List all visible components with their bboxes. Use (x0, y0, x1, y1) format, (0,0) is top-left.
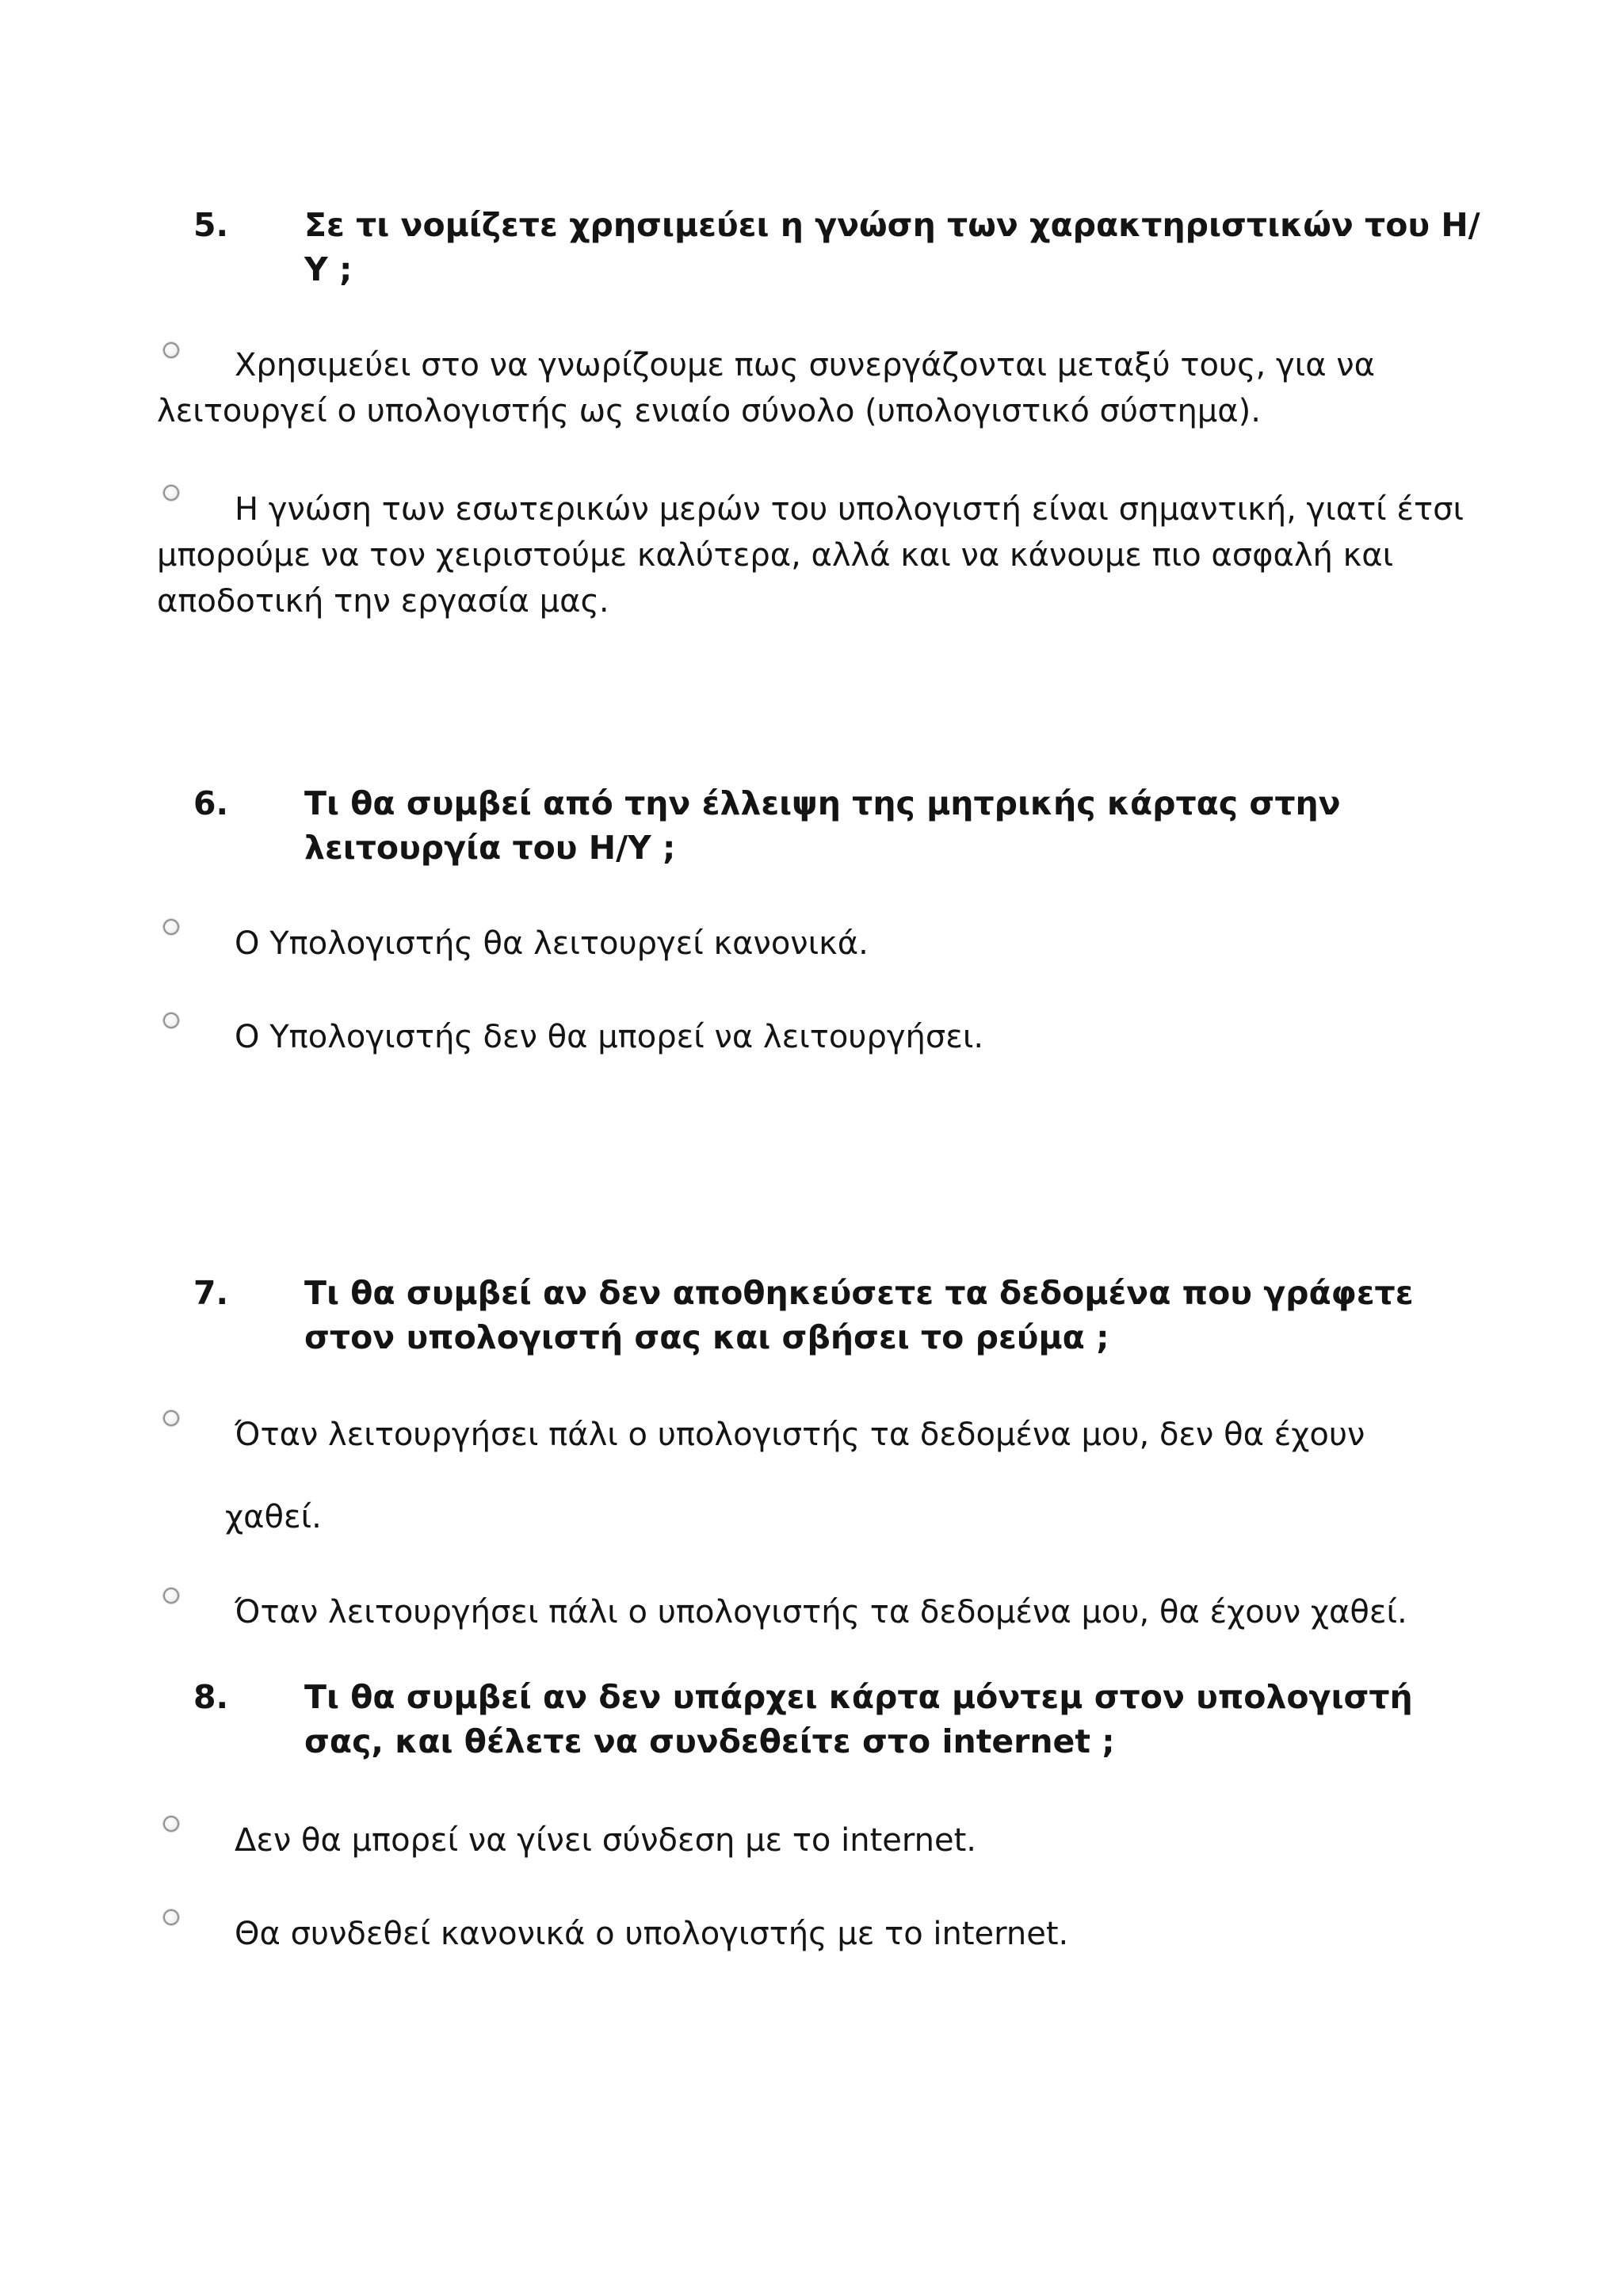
option-label: Ο Υπολογιστής δεν θα μπορεί να λειτουργήσει. (235, 1019, 984, 1055)
option-q8-1 (157, 1817, 1472, 1863)
option-label: Ο Υπολογιστής θα λειτουργεί κανονικά. (235, 925, 869, 962)
question-number: 6. (193, 784, 229, 822)
question-number: 5. (193, 206, 229, 244)
option-label: Όταν λειτουργήσει πάλι ο υπολογιστής τα δεδομένα μου, δεν θα έχουν (235, 1417, 1365, 1453)
question-number: 8. (193, 1678, 229, 1716)
option-q5-1 (157, 342, 1472, 434)
question-text: Τι θα συμβεί από την έλλειψη της μητρικής κάρτας στην λειτουργία του Η/Υ ; (304, 784, 1341, 867)
option-label: Χρησιμεύει στο να γνωρίζουμε πως συνεργάζονται μεταξύ τους, για να λειτουργεί ο υπολογιστής ως ενιαίο σύνολο (υπολογιστικό σύστημα). (157, 347, 1375, 429)
option-q7-1 (157, 1412, 1472, 1458)
option-label: Όταν λειτουργήσει πάλι ο υπολογιστής τα δεδομένα μου, θα έχουν χαθεί. (235, 1594, 1407, 1630)
question-text: Σε τι νομίζετε χρησιμεύει η γνώση των χαρακτηριστικών του Η/Υ ; (304, 206, 1480, 288)
question-text: Τι θα συμβεί αν δεν αποθηκεύσετε τα δεδομένα που γράφετε στον υπολογιστή σας και σβήσει το ρεύμα ; (304, 1274, 1414, 1356)
question-text: Τι θα συμβεί αν δεν υπάρχει κάρτα μόντεμ στον υπολογιστή σας, και θέλετε να συνδεθείτε στο internet ; (304, 1678, 1413, 1760)
question-8 (193, 1675, 1493, 1764)
option-q7-1-continuation: χαθεί. (225, 1499, 322, 1535)
option-label: Η γνώση των εσωτερικών μερών του υπολογιστή είναι σημαντική, γιατί έτσι μπορούμε να τον χειριστούμε καλύτερα, αλλά και να κάνουμε πιο ασφαλή και αποδοτική την εργασία μας. (157, 491, 1465, 620)
question-5 (193, 203, 1493, 292)
option-label: Θα συνδεθεί κανονικά ο υπολογιστής με το internet. (235, 1916, 1069, 1952)
option-q7-2 (157, 1589, 1472, 1635)
question-6 (193, 781, 1493, 870)
question-number: 7. (193, 1274, 229, 1312)
option-q6-2 (157, 1014, 1472, 1060)
option-q5-2 (157, 486, 1472, 624)
option-label: Δεν θα μπορεί να γίνει σύνδεση με το internet. (235, 1822, 976, 1859)
option-q8-2 (157, 1911, 1472, 1957)
question-7 (193, 1271, 1493, 1360)
option-q6-1 (157, 921, 1472, 967)
